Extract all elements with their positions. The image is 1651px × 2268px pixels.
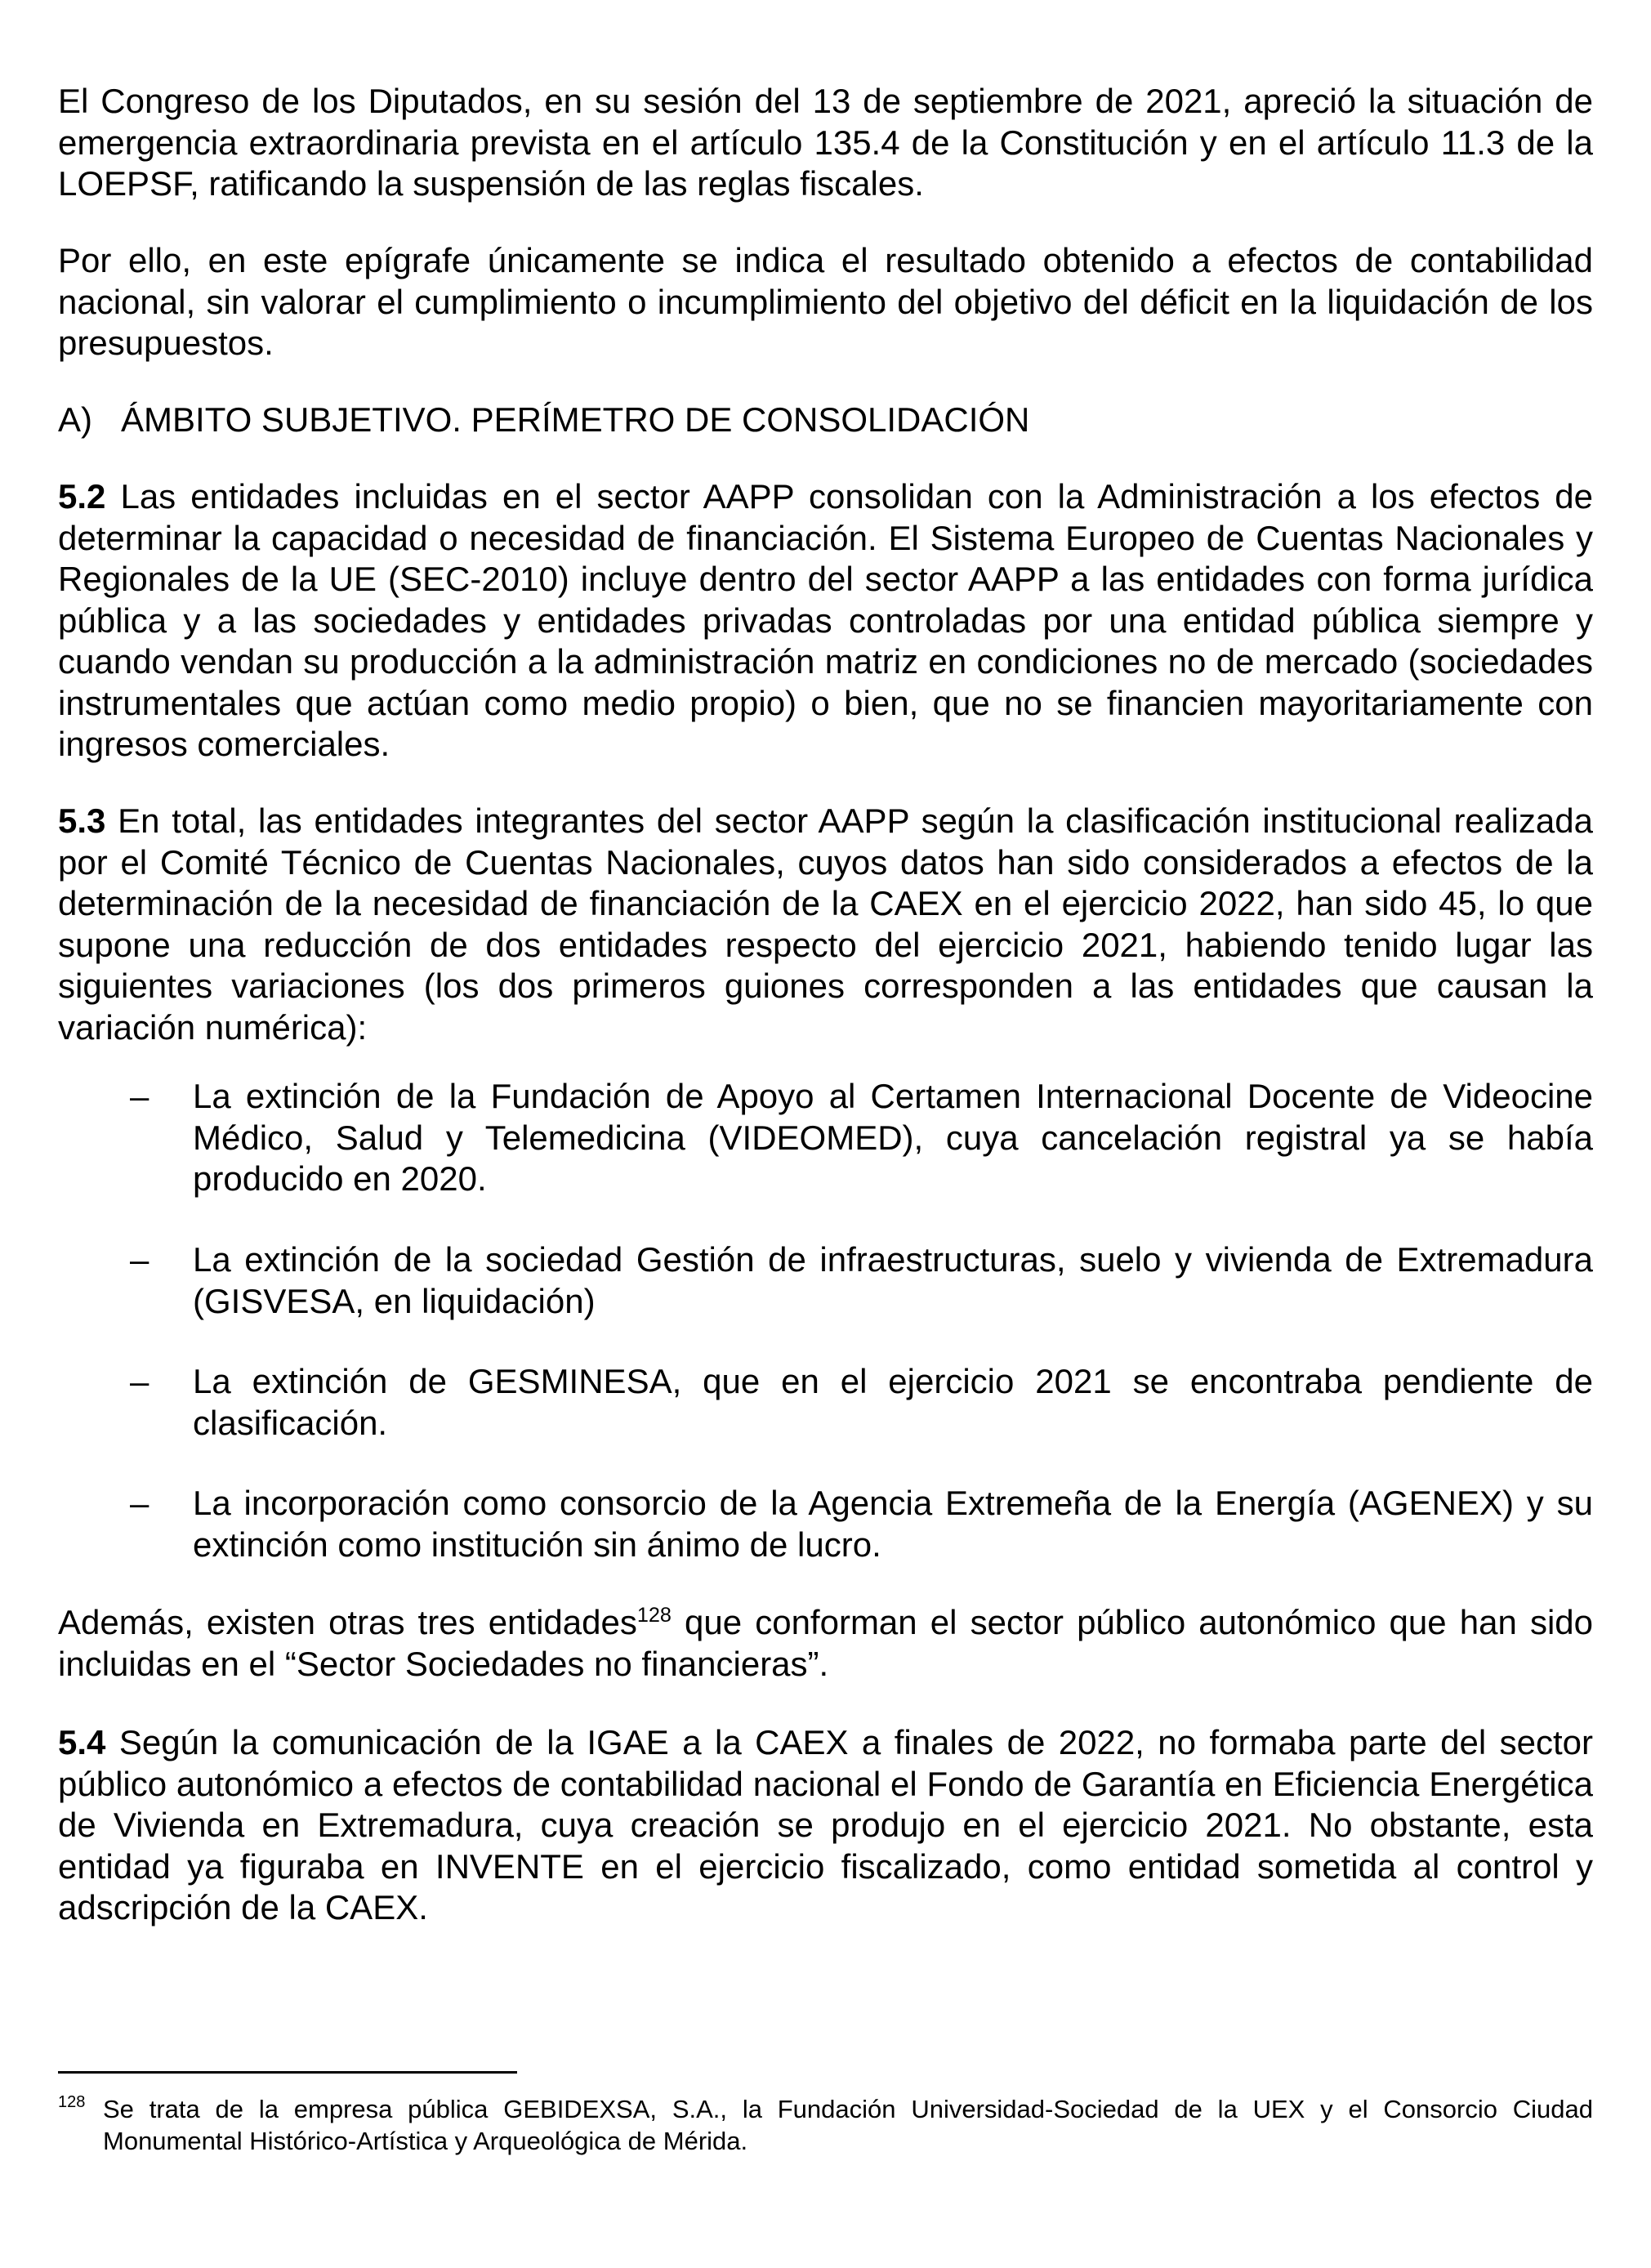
paragraph-congreso: El Congreso de los Diputados, en su sesión del 13 de septiembre de 2021, apreció la situación de emergencia extraordinaria prevista en el artículo 135.4 de la Constitución y en el artículo 11.3 de la LOEPSF, ratificando la suspensión de las reglas fiscales. [58, 82, 1593, 203]
dash-bullet-icon: – [130, 1240, 149, 1279]
footnote-number: 128 [58, 2093, 86, 2111]
footnote-separator [58, 2071, 517, 2074]
paragraph-text: Según la comunicación de la IGAE a la CAEX a finales de 2022, no formaba parte del sector público autonómico a efectos de contabilidad nacional el Fondo de Garantía en Eficiencia Energética de Vivienda en Extremadura, cuya creación se produjo en el ejercicio 2021. No obstante, esta entidad ya figuraba en INVENTE en el ejercicio fiscalizado, como entidad sometida al control y adscripción de la CAEX. [58, 1723, 1593, 1926]
paragraph-number: 5.2 [58, 477, 106, 516]
paragraph-text: En total, las entidades integrantes del sector AAPP según la clasificación institucional realizada por el Comité Técnico de Cuentas Nacionales, cuyos datos han sido considerados a efectos de la determinación de la necesidad de financiación de la CAEX en el ejercicio 2022, han sido 45, lo que supone una reducción de dos entidades respecto del ejercicio 2021, habiendo tenido lugar las siguientes variaciones (los dos primeros guiones corresponden a las entidades que causan la variación numérica): [58, 801, 1593, 1047]
list-item-text: La incorporación como consorcio de la Agencia Extremeña de la Energía (AGENEX) y su extinción como institución sin ánimo de lucro. [193, 1484, 1593, 1564]
section-heading: A) ÁMBITO SUBJETIVO. PERÍMETRO DE CONSOLIDACIÓN [58, 400, 1030, 439]
list-item [58, 1483, 1593, 1565]
footnote-text: Se trata de la empresa pública GEBIDEXSA, S.A., la Fundación Universidad-Sociedad de la UEX y el Consorcio Ciudad Monumental Histórico-Artística y Arqueológica de Mérida. [103, 2095, 1593, 2155]
paragraph-5-3 [58, 801, 1593, 1048]
paragraph-text: Además, existen otras tres entidades [58, 1603, 637, 1641]
list-item [58, 1239, 1593, 1322]
dash-bullet-icon: – [130, 1484, 149, 1522]
dash-bullet-icon: – [130, 1362, 149, 1400]
paragraph-text: que conforman el sector público autonómico que han sido incluidas en el “Sector Sociedades no financieras”. [58, 1603, 1594, 1683]
paragraph-por-ello: Por ello, en este epígrafe únicamente se indica el resultado obtenido a efectos de contabilidad nacional, sin valorar el cumplimiento o incumplimiento del objetivo del déficit en la liquidación de los presupuestos. [58, 241, 1593, 362]
list-item-text: La extinción de la Fundación de Apoyo al Certamen Internacional Docente de Videocine Médico, Salud y Telemedicina (VIDEOMED), cuya cancelación registral ya se había producido en 2020. [193, 1077, 1593, 1198]
list-item-text: La extinción de la sociedad Gestión de infraestructuras, suelo y vivienda de Extremadura (GISVESA, en liquidación) [193, 1240, 1593, 1320]
list-item [58, 1076, 1593, 1200]
paragraph-number: 5.4 [58, 1723, 106, 1761]
footnote [58, 2093, 1593, 2157]
paragraph-number: 5.3 [58, 801, 106, 840]
paragraph-5-4 [58, 1722, 1593, 1929]
footnote-reference[interactable]: 128 [636, 1604, 672, 1627]
paragraph-5-2 [58, 476, 1593, 766]
paragraph-text: Las entidades incluidas en el sector AAPP consolidan con la Administración a los efectos de determinar la capacidad o necesidad de financiación. El Sistema Europeo de Cuentas Nacionales y Regionales de la UE (SEC-2010) incluye dentro del sector AAPP a las entidades con forma jurídica pública y a las sociedades y entidades privadas controladas por una entidad pública siempre y cuando vendan su producción a la administración matriz en condiciones no de mercado (sociedades instrumentales que actúan como medio propio) o bien, que no se financien mayoritariamente con ingresos comerciales. [58, 477, 1593, 763]
dash-bullet-icon: – [130, 1077, 149, 1115]
list-item-text: La extinción de GESMINESA, que en el ejercicio 2021 se encontraba pendiente de clasificación. [193, 1362, 1593, 1442]
paragraph-ademas [58, 1602, 1593, 1685]
list-item [58, 1361, 1593, 1444]
